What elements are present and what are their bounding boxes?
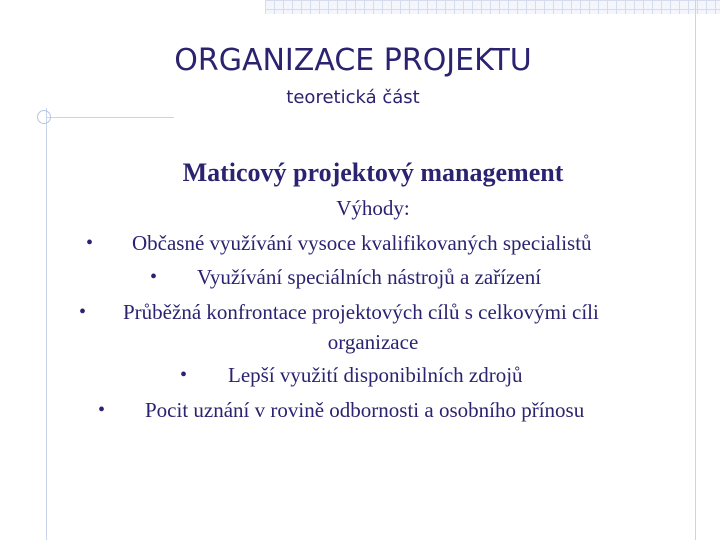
bullet-icon: • — [79, 301, 87, 323]
list-item: Občasné využívání vysoce kvalifikovaných specialistů — [132, 231, 592, 255]
bullet-icon: • — [150, 266, 158, 288]
decorative-grid-band — [265, 0, 720, 14]
decorative-circle — [37, 110, 51, 124]
decorative-horizontal-line — [46, 117, 174, 118]
slide-subtitle: teoretická část — [286, 87, 420, 108]
list-item: Lepší využití disponibilních zdrojů — [228, 363, 523, 387]
list-item-continuation: organizace — [327, 330, 419, 354]
advantages-label: Výhody: — [336, 196, 410, 220]
bullet-icon: • — [86, 232, 94, 254]
list-item: Průběžná konfrontace projektových cílů s celkovými cíli — [123, 300, 599, 324]
section-heading: Maticový projektový management — [182, 158, 564, 187]
bullet-icon: • — [98, 399, 106, 421]
list-item: Pocit uznání v rovině odbornosti a osobního přínosu — [145, 398, 585, 422]
list-item: Využívání speciálních nástrojů a zařízení — [197, 265, 542, 289]
bullet-icon: • — [180, 364, 188, 386]
slide-title: ORGANIZACE PROJEKTU — [174, 43, 532, 78]
